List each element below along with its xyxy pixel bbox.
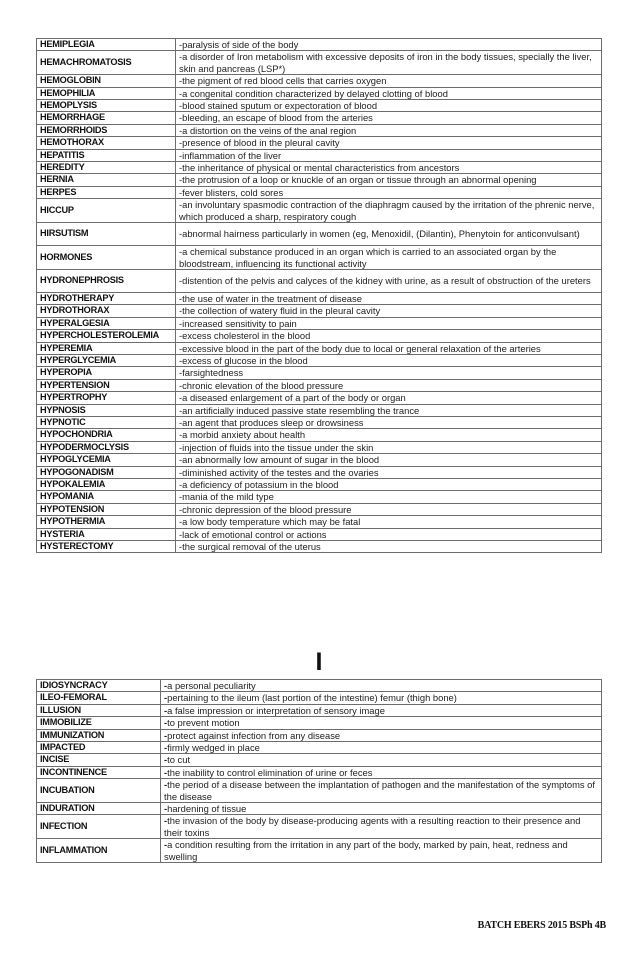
term-cell: IMPACTED: [37, 742, 161, 754]
definition-text: to cut: [167, 754, 191, 766]
term-cell: HYPOMANIA: [37, 491, 176, 503]
definition-text: hardening of tissue: [167, 803, 247, 815]
definition-dash: -: [164, 839, 168, 851]
term-cell: HYPOCHONDRIA: [37, 429, 176, 441]
definition-cell: [161, 779, 602, 803]
glossary-table-i-body: [37, 680, 602, 863]
definition-cell: -chronic elevation of the blood pressure: [176, 379, 602, 391]
table-row: [37, 112, 602, 124]
definition-cell: [161, 692, 602, 704]
definition-cell: -excess of glucose in the blood: [176, 354, 602, 366]
table-row: [37, 223, 602, 246]
definition-cell: -increased sensitivity to pain: [176, 317, 602, 329]
definition-cell: -an artificially induced passive state resembling the trance: [176, 404, 602, 416]
table-row: [37, 441, 602, 453]
table-row: [37, 330, 602, 342]
definition-cell: [161, 815, 602, 839]
definition-cell: -a diseased enlargement of a part of the body or organ: [176, 392, 602, 404]
term-cell: HYPOGLYCEMIA: [37, 454, 176, 466]
term-cell: HEMOPHILIA: [37, 87, 176, 99]
term-cell: HEMORRHAGE: [37, 112, 176, 124]
definition-cell: [161, 742, 602, 754]
definition-cell: -the use of water in the treatment of disease: [176, 292, 602, 304]
definition-cell: -the collection of watery fluid in the pleural cavity: [176, 305, 602, 317]
term-cell: HEREDITY: [37, 162, 176, 174]
table-row: [37, 75, 602, 87]
definition-dash: -: [164, 680, 168, 691]
term-cell: IDIOSYNCRACY: [37, 680, 161, 692]
term-cell: HYPERTROPHY: [37, 392, 176, 404]
term-cell: HERPES: [37, 186, 176, 198]
definition-dash: -: [164, 742, 168, 754]
definition-dash: -: [164, 717, 168, 729]
term-cell: HYPERALGESIA: [37, 317, 176, 329]
definition-cell: -presence of blood in the pleural cavity: [176, 137, 602, 149]
glossary-table-h-body: [37, 39, 602, 553]
term-cell: HIRSUTISM: [37, 223, 176, 246]
term-cell: ILLUSION: [37, 704, 161, 716]
definition-dash: -: [164, 766, 168, 778]
term-cell: IMMOBILIZE: [37, 717, 161, 729]
term-cell: HYSTERIA: [37, 528, 176, 540]
definition-cell: -the inheritance of physical or mental characteristics from ancestors: [176, 162, 602, 174]
definition-dash: -: [164, 779, 168, 791]
definition-cell: -the surgical removal of the uterus: [176, 541, 602, 553]
table-row: [37, 124, 602, 136]
table-row: [37, 839, 602, 863]
term-cell: HEMOPLYSIS: [37, 100, 176, 112]
table-row: [37, 305, 602, 317]
glossary-table-h: [36, 38, 602, 553]
definition-cell: -excessive blood in the part of the body due to local or general relaxation of the arteries: [176, 342, 602, 354]
definition-text: a false impression or interpretation of sensory image: [167, 704, 385, 716]
definition-text: firmly wedged in place: [167, 742, 260, 754]
term-cell: HYPOKALEMIA: [37, 479, 176, 491]
definition-cell: [161, 803, 602, 815]
definition-cell: -the pigment of red blood cells that carries oxygen: [176, 75, 602, 87]
term-cell: HYPNOSIS: [37, 404, 176, 416]
definition-cell: -an involuntary spasmodic contraction of the diaphragm caused by the irritation of the phrenic nerve, which produced a sharp, respiratory cough: [176, 199, 602, 223]
term-cell: INCISE: [37, 754, 161, 766]
term-cell: HEMORRHOIDS: [37, 124, 176, 136]
term-cell: HERNIA: [37, 174, 176, 186]
table-row: [37, 503, 602, 515]
table-row: [37, 354, 602, 366]
term-cell: HYDRONEPHROSIS: [37, 269, 176, 292]
definition-cell: -a low body temperature which may be fatal: [176, 516, 602, 528]
definition-cell: -a morbid anxiety about health: [176, 429, 602, 441]
definition-text: the period of a disease between the implantation of pathogen and the manifestation of the symptoms of the disease: [164, 779, 596, 802]
definition-cell: -a congenital condition characterized by delayed clotting of blood: [176, 87, 602, 99]
term-cell: HYPNOTIC: [37, 416, 176, 428]
table-row: [37, 528, 602, 540]
table-row: [37, 367, 602, 379]
definition-cell: -abnormal hairness particularly in women (eg, Menoxidil, (Dilantin), Phenytoin for anticonvulsant): [176, 223, 602, 246]
table-row: [37, 149, 602, 161]
table-row: [37, 317, 602, 329]
table-row: [37, 392, 602, 404]
term-cell: HYDROTHERAPY: [37, 292, 176, 304]
table-row: [37, 541, 602, 553]
term-cell: HYPERTENSION: [37, 379, 176, 391]
definition-cell: [161, 704, 602, 716]
definition-cell: [161, 680, 602, 692]
section-letter-heading: I: [315, 648, 323, 676]
definition-cell: -a chemical substance produced in an organ which is carried to an associated organ by the bloodstream, influencing its functional activity: [176, 246, 602, 270]
definition-cell: -a deficiency of potassium in the blood: [176, 479, 602, 491]
definition-dash: -: [164, 729, 168, 741]
definition-text: a personal peculiarity: [167, 680, 256, 691]
term-cell: HYPERGLYCEMIA: [37, 354, 176, 366]
term-cell: HYDROTHORAX: [37, 305, 176, 317]
table-row: [37, 704, 602, 716]
table-row: [37, 466, 602, 478]
term-cell: INCONTINENCE: [37, 766, 161, 778]
table-row: [37, 162, 602, 174]
table-row: [37, 680, 602, 692]
definition-cell: -a disorder of Iron metabolism with excessive deposits of iron in the body tissues, specially the liver, skin and pancreas (LSP*): [176, 51, 602, 75]
term-cell: HEMACHROMATOSIS: [37, 51, 176, 75]
definition-text: the invasion of the body by disease-producing agents with a resulting reaction to their presence and their toxins: [164, 815, 581, 838]
term-cell: HYPOGONADISM: [37, 466, 176, 478]
term-cell: INFECTION: [37, 815, 161, 839]
term-cell: HEMOGLOBIN: [37, 75, 176, 87]
definition-cell: [161, 754, 602, 766]
table-row: [37, 692, 602, 704]
table-row: [37, 416, 602, 428]
definition-cell: -bleeding, an escape of blood from the arteries: [176, 112, 602, 124]
definition-cell: -the protrusion of a loop or knuckle of an organ or tissue through an abnormal opening: [176, 174, 602, 186]
table-row: [37, 51, 602, 75]
definition-text: to prevent motion: [167, 717, 240, 729]
table-row: [37, 404, 602, 416]
table-row: [37, 479, 602, 491]
table-row: [37, 429, 602, 441]
table-row: [37, 779, 602, 803]
definition-cell: -a distortion on the veins of the anal region: [176, 124, 602, 136]
definition-cell: -blood stained sputum or expectoration of blood: [176, 100, 602, 112]
table-row: [37, 454, 602, 466]
definition-cell: -an abnormally low amount of sugar in the blood: [176, 454, 602, 466]
definition-cell: -lack of emotional control or actions: [176, 528, 602, 540]
term-cell: HEMOTHORAX: [37, 137, 176, 149]
term-cell: HYPODERMOCLYSIS: [37, 441, 176, 453]
definition-cell: -mania of the mild type: [176, 491, 602, 503]
definition-cell: [161, 839, 602, 863]
definition-cell: -chronic depression of the blood pressure: [176, 503, 602, 515]
definition-cell: -injection of fluids into the tissue under the skin: [176, 441, 602, 453]
table-row: [37, 174, 602, 186]
term-cell: HEMIPLEGIA: [37, 39, 176, 51]
table-row: [37, 269, 602, 292]
term-cell: INDURATION: [37, 803, 161, 815]
term-cell: HYPEREMIA: [37, 342, 176, 354]
table-row: [37, 292, 602, 304]
table-row: [37, 39, 602, 51]
table-row: [37, 199, 602, 223]
table-row: [37, 754, 602, 766]
term-cell: INCUBATION: [37, 779, 161, 803]
table-row: [37, 186, 602, 198]
definition-text: the inability to control elimination of urine or feces: [167, 766, 373, 778]
term-cell: HEPATITIS: [37, 149, 176, 161]
term-cell: HYPEROPIA: [37, 367, 176, 379]
term-cell: ILEO-FEMORAL: [37, 692, 161, 704]
table-row: [37, 87, 602, 99]
definition-cell: -fever blisters, cold sores: [176, 186, 602, 198]
table-row: [37, 137, 602, 149]
glossary-table-i: [36, 679, 602, 863]
table-row: [37, 803, 602, 815]
term-cell: INFLAMMATION: [37, 839, 161, 863]
term-cell: HORMONES: [37, 246, 176, 270]
table-row: [37, 100, 602, 112]
table-row: [37, 742, 602, 754]
page-footer: BATCH EBERS 2015 BSPh 4B: [477, 920, 606, 931]
table-row: [37, 717, 602, 729]
term-cell: IMMUNIZATION: [37, 729, 161, 741]
definition-cell: -paralysis of side of the body: [176, 39, 602, 51]
definition-cell: -distention of the pelvis and calyces of the kidney with urine, as a result of obstruction of the ureters: [176, 269, 602, 292]
term-cell: HYPOTENSION: [37, 503, 176, 515]
definition-cell: [161, 729, 602, 741]
term-cell: HYPERCHOLESTEROLEMIA: [37, 330, 176, 342]
definition-cell: [161, 766, 602, 778]
table-row: [37, 342, 602, 354]
definition-dash: -: [164, 803, 168, 815]
definition-text: a condition resulting from the irritation in any part of the body, marked by pain, heat, redness and swelling: [164, 839, 568, 862]
definition-dash: -: [164, 754, 168, 766]
definition-cell: [161, 717, 602, 729]
definition-cell: -diminished activity of the testes and the ovaries: [176, 466, 602, 478]
term-cell: HYPOTHERMIA: [37, 516, 176, 528]
table-row: [37, 729, 602, 741]
definition-cell: -an agent that produces sleep or drowsiness: [176, 416, 602, 428]
table-row: [37, 516, 602, 528]
definition-cell: -excess cholesterol in the blood: [176, 330, 602, 342]
definition-text: pertaining to the ileum (last portion of the intestine) femur (thigh bone): [167, 692, 457, 704]
term-cell: HYSTERECTOMY: [37, 541, 176, 553]
definition-cell: -farsightedness: [176, 367, 602, 379]
table-row: [37, 815, 602, 839]
table-row: [37, 766, 602, 778]
definition-text: protect against infection from any disease: [167, 729, 341, 741]
table-row: [37, 491, 602, 503]
definition-cell: -inflammation of the liver: [176, 149, 602, 161]
definition-dash: -: [164, 692, 168, 704]
term-cell: HICCUP: [37, 199, 176, 223]
table-row: [37, 246, 602, 270]
table-row: [37, 379, 602, 391]
definition-dash: -: [164, 704, 168, 716]
definition-dash: -: [164, 815, 168, 827]
